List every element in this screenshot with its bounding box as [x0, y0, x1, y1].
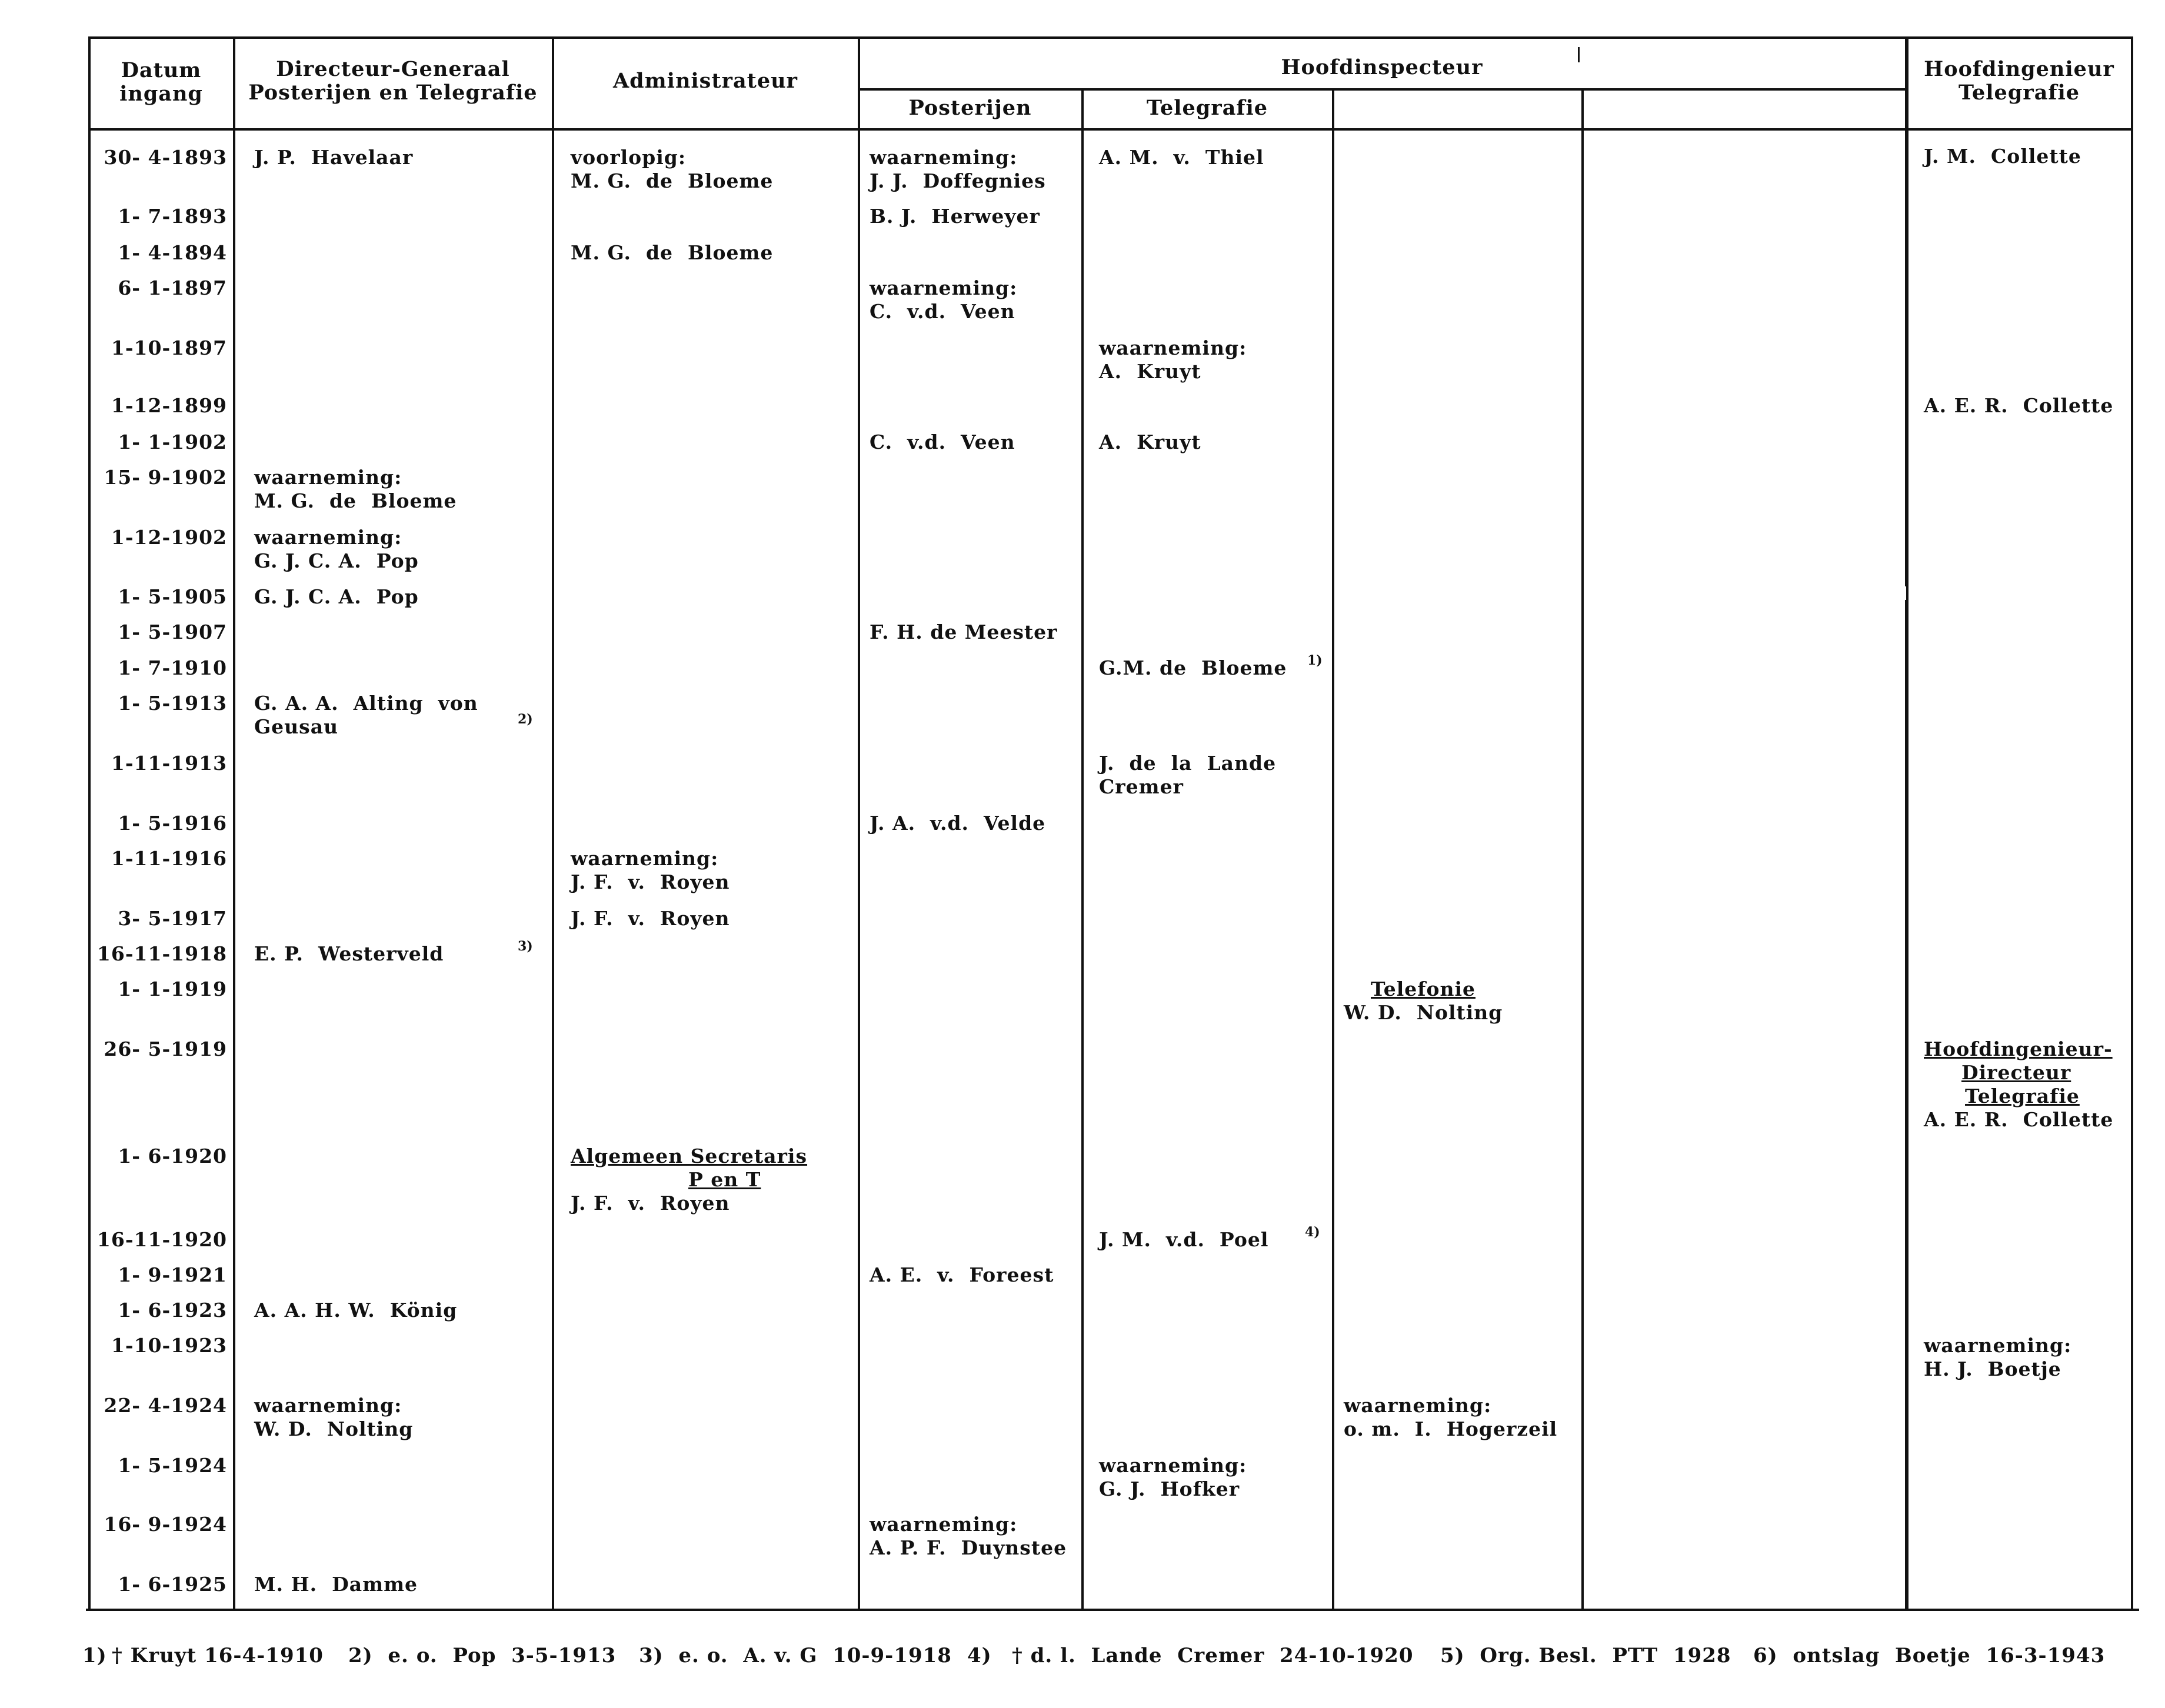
date-cell: 1- 5-1924 [118, 1454, 227, 1477]
admin-entry: waarneming: J. F. v. Royen [571, 847, 730, 893]
header-datum: Datum ingang [119, 58, 203, 106]
dg-entry: waarneming: G. J. C. A. Pop [254, 526, 419, 572]
admin-entry: J. F. v. Royen [571, 1192, 730, 1215]
footnote-5: 5) Org. Besl. PTT 1928 [1440, 1644, 1731, 1667]
date-cell: 26- 5-1919 [104, 1038, 227, 1060]
dg-entry: A. A. H. W. König [254, 1299, 458, 1322]
date-cell: 1-12-1902 [111, 526, 227, 549]
posterijen-entry: waarneming: J. J. Doffegnies [870, 146, 1046, 192]
footnote-4-marker: 4) [967, 1644, 992, 1667]
footnote-6: 6) ontslag Boetje 16-3-1943 [1753, 1644, 2106, 1667]
date-cell: 1- 1-1919 [118, 978, 227, 1000]
subheader-rule [858, 88, 1905, 91]
admin-heading-algemeen-secretaris: Algemeen Secretaris [571, 1145, 808, 1167]
footnote-marker: 1) [1307, 653, 1323, 668]
footnote-marker: 3) [518, 939, 533, 954]
date-cell: 1- 4-1894 [118, 241, 227, 264]
hoofdingenieur-entry: A. E. R. Collette [1924, 394, 2114, 417]
hoofdingenieur-title-line3: Telegrafie [1965, 1085, 2080, 1107]
date-cell: 1-12-1899 [111, 394, 227, 417]
header-administrateur: Administrateur [612, 69, 798, 93]
dg-entry: G. A. A. Alting von Geusau [254, 692, 478, 738]
col-divider-telefonie [1581, 88, 1584, 1611]
dg-entry: waarneming: M. G. de Bloeme [254, 466, 457, 512]
col-divider-posterijen [1081, 88, 1084, 1611]
posterijen-entry: A. E. v. Foreest [870, 1263, 1054, 1286]
posterijen-entry: B. J. Herweyer [870, 205, 1040, 228]
admin-entry: M. G. de Bloeme [571, 241, 774, 264]
border-right [2131, 36, 2133, 1611]
footnote-3: 3) e. o. A. v. G 10-9-1918 [639, 1644, 952, 1667]
bottom-border [86, 1609, 2139, 1611]
telegrafie-entry: J. M. v.d. Poel [1099, 1228, 1269, 1251]
date-cell: 16-11-1920 [96, 1228, 227, 1251]
telefonie-entry: waarneming: o. m. I. Hogerzeil [1344, 1394, 1558, 1440]
date-cell: 1- 5-1913 [118, 692, 227, 715]
top-border [88, 36, 2133, 39]
footnote-marker: 2) [518, 712, 533, 727]
hoofdingenieur-title-line2: Directeur [1961, 1061, 2071, 1084]
footnote-1-marker: 1) [82, 1644, 107, 1667]
telefonie-entry: W. D. Nolting [1344, 1001, 1503, 1024]
date-cell: 1-10-1897 [111, 336, 227, 359]
date-cell: 1-10-1923 [111, 1334, 227, 1357]
date-cell: 22- 4-1924 [104, 1394, 227, 1417]
hoofdingenieur-entry: waarneming: H. J. Boetje [1924, 1334, 2072, 1380]
date-cell: 30- 4-1893 [104, 146, 227, 169]
hoofdingenieur-entry: J. M. Collette [1924, 145, 2081, 168]
posterijen-entry: F. H. de Meester [870, 621, 1058, 643]
date-cell: 1- 6-1923 [118, 1299, 227, 1322]
telefonie-heading: Telefonie [1371, 978, 1476, 1000]
date-cell: 1- 7-1893 [118, 205, 227, 228]
header-hoofdingenieur: Hoofdingenieur Telegrafie [1924, 57, 2114, 105]
col-divider-telegrafie [1332, 88, 1334, 1611]
posterijen-entry: waarneming: A. P. F. Duynstee [870, 1513, 1067, 1559]
col-divider-dg [552, 36, 554, 1611]
date-cell: 1- 6-1925 [118, 1573, 227, 1596]
admin-heading-p-en-t: P en T [688, 1168, 761, 1191]
footnote-4: † d. l. Lande Cremer 24-10-1920 [1012, 1644, 1414, 1667]
date-cell: 16-11-1918 [96, 942, 227, 965]
dg-entry: waarneming: W. D. Nolting [254, 1394, 414, 1440]
footnote-2: 2) e. o. Pop 3-5-1913 [348, 1644, 617, 1667]
telegrafie-entry: waarneming: A. Kruyt [1099, 336, 1247, 383]
header-bottom-rule [88, 128, 2133, 131]
dg-entry: M. H. Damme [254, 1573, 418, 1596]
col-divider-admin [858, 36, 860, 1611]
header-posterijen: Posterijen [908, 96, 1032, 120]
hoofdingenieur-title-line1: Hoofdingenieur- [1924, 1038, 2113, 1060]
date-cell: 15- 9-1902 [104, 466, 227, 489]
date-cell: 1- 5-1907 [118, 621, 227, 643]
dg-entry: E. P. Westerveld [254, 942, 444, 965]
date-cell: 1-11-1916 [111, 847, 227, 870]
date-cell: 1- 9-1921 [118, 1263, 227, 1286]
telegrafie-entry: G.M. de Bloeme [1099, 656, 1287, 679]
footnote-1: † Kruyt 16-4-1910 [112, 1644, 324, 1667]
posterijen-entry: C. v.d. Veen [870, 431, 1015, 453]
date-cell: 1-11-1913 [111, 752, 227, 775]
posterijen-entry: waarneming: C. v.d. Veen [870, 276, 1018, 323]
col-divider-datum [233, 36, 235, 1611]
date-cell: 1- 5-1916 [118, 812, 227, 835]
date-cell: 1- 7-1910 [118, 656, 227, 679]
telegrafie-entry: A. M. v. Thiel [1099, 146, 1264, 169]
date-cell: 1- 1-1902 [118, 431, 227, 453]
date-cell: 1- 5-1905 [118, 585, 227, 608]
telegrafie-entry: waarneming: G. J. Hofker [1099, 1454, 1247, 1500]
telegrafie-entry: A. Kruyt [1099, 431, 1201, 453]
admin-entry: J. F. v. Royen [571, 907, 730, 930]
dg-entry: J. P. Havelaar [254, 146, 414, 169]
footnote-marker: 4) [1305, 1225, 1320, 1240]
telegrafie-entry: J. de la Lande Cremer [1099, 752, 1277, 798]
header-directeur-generaal: Directeur-Generaal Posterijen en Telegrafie [248, 57, 538, 105]
dg-entry: G. J. C. A. Pop [254, 585, 419, 608]
date-cell: 16- 9-1924 [104, 1513, 227, 1536]
admin-entry: voorlopig: M. G. de Bloeme [571, 146, 774, 192]
header-hoofdinspecteur: Hoofdinspecteur [1281, 55, 1483, 79]
hoofdingenieur-entry: A. E. R. Collette [1924, 1108, 2114, 1131]
header-telegrafie: Telegrafie [1146, 96, 1268, 120]
col-divider-right [1906, 36, 1908, 1611]
date-cell: 3- 5-1917 [118, 907, 227, 930]
posterijen-entry: J. A. v.d. Velde [870, 812, 1046, 835]
date-cell: 1- 6-1920 [118, 1145, 227, 1167]
date-cell: 6- 1-1897 [118, 276, 227, 299]
